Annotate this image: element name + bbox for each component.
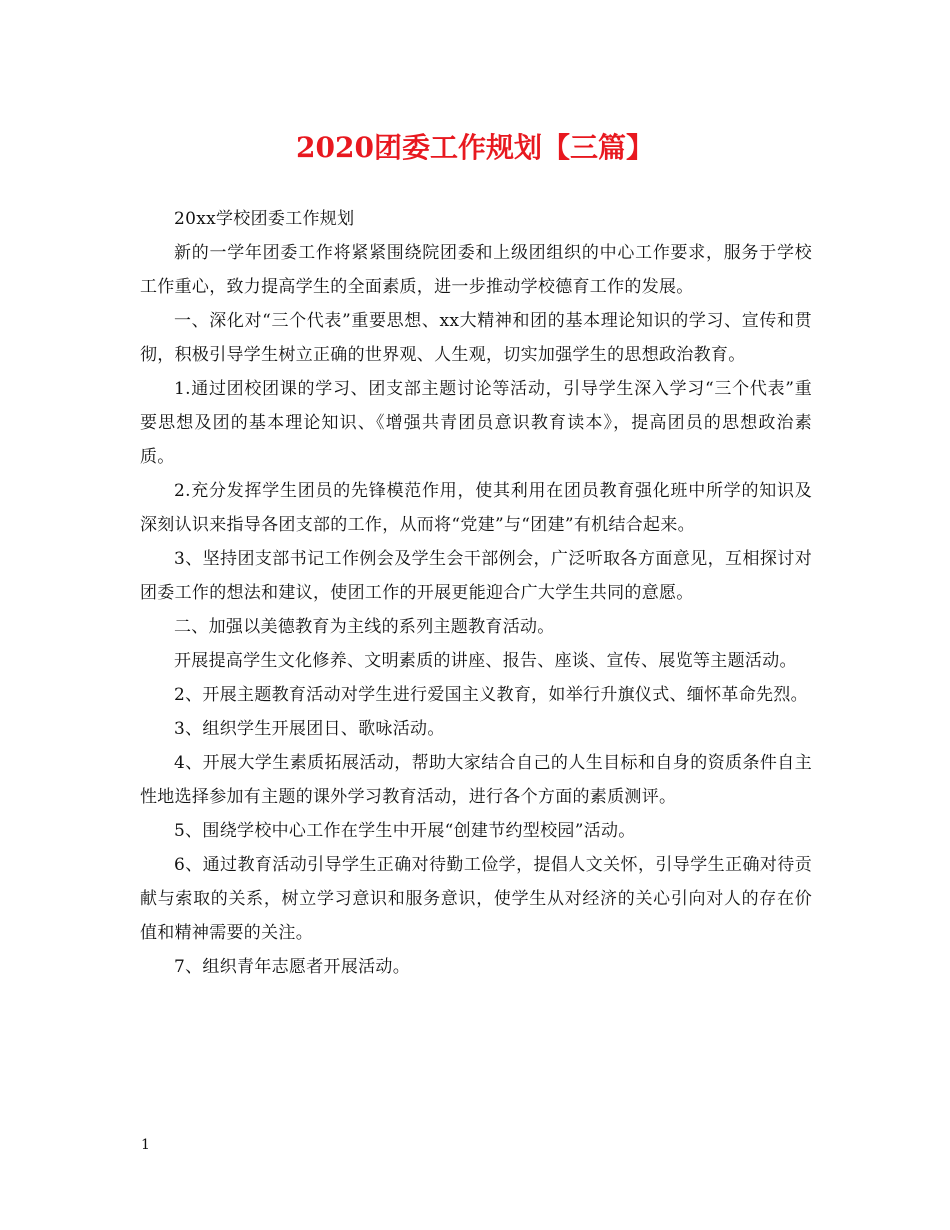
paragraph: 4、开展大学生素质拓展活动，帮助大家结合自己的人生目标和自身的资质条件自主性地选择参加有主题的课外学习教育活动，进行各个方面的素质测评。 [140, 753, 812, 807]
paragraph: 20xx学校团委工作规划 [174, 209, 355, 229]
paragraph: 一、深化对“三个代表”重要思想、xx大精神和团的基本理论知识的学习、宣传和贯彻，积极引导学生树立正确的世界观、人生观，切实加强学生的思想政治教育。 [140, 311, 812, 365]
page-number: 1 [141, 1137, 150, 1153]
paragraph: 1.通过团校团课的学习、团支部主题讨论等活动，引导学生深入学习“三个代表”重要思想及团的基本理论知识、《增强共青团员意识教育读本》，提高团员的思想政治素质。 [140, 379, 812, 467]
paragraph: 5、围绕学校中心工作在学生中开展“创建节约型校园”活动。 [174, 821, 636, 841]
paragraph: 2、开展主题教育活动对学生进行爱国主义教育，如举行升旗仪式、缅怀革命先烈。 [174, 685, 808, 705]
paragraph: 2.充分发挥学生团员的先锋模范作用，使其利用在团员教育强化班中所学的知识及深刻认识来指导各团支部的工作，从而将“党建”与“团建”有机结合起来。 [140, 481, 812, 535]
paragraph: 7、组织青年志愿者开展活动。 [174, 957, 411, 977]
paragraph: 6、通过教育活动引导学生正确对待勤工俭学，提倡人文关怀，引导学生正确对待贡献与索取的关系，树立学习意识和服务意识，使学生从对经济的关心引向对人的存在价值和精神需要的关注。 [140, 855, 812, 943]
paragraph: 新的一学年团委工作将紧紧围绕院团委和上级团组织的中心工作要求，服务于学校工作重心，致力提高学生的全面素质，进一步推动学校德育工作的发展。 [140, 243, 812, 297]
paragraph: 开展提高学生文化修养、文明素质的讲座、报告、座谈、宣传、展览等主题活动。 [174, 651, 797, 671]
document-body [140, 202, 812, 984]
paragraph: 3、组织学生开展团日、歌咏活动。 [174, 719, 445, 739]
paragraph: 二、加强以美德教育为主线的系列主题教育活动。 [174, 617, 555, 637]
paragraph: 3、坚持团支部书记工作例会及学生会干部例会，广泛听取各方面意见，互相探讨对团委工作的想法和建议，使团工作的开展更能迎合广大学生共同的意愿。 [140, 549, 812, 603]
document-title: 2020团委工作规划【三篇】 [296, 131, 654, 164]
